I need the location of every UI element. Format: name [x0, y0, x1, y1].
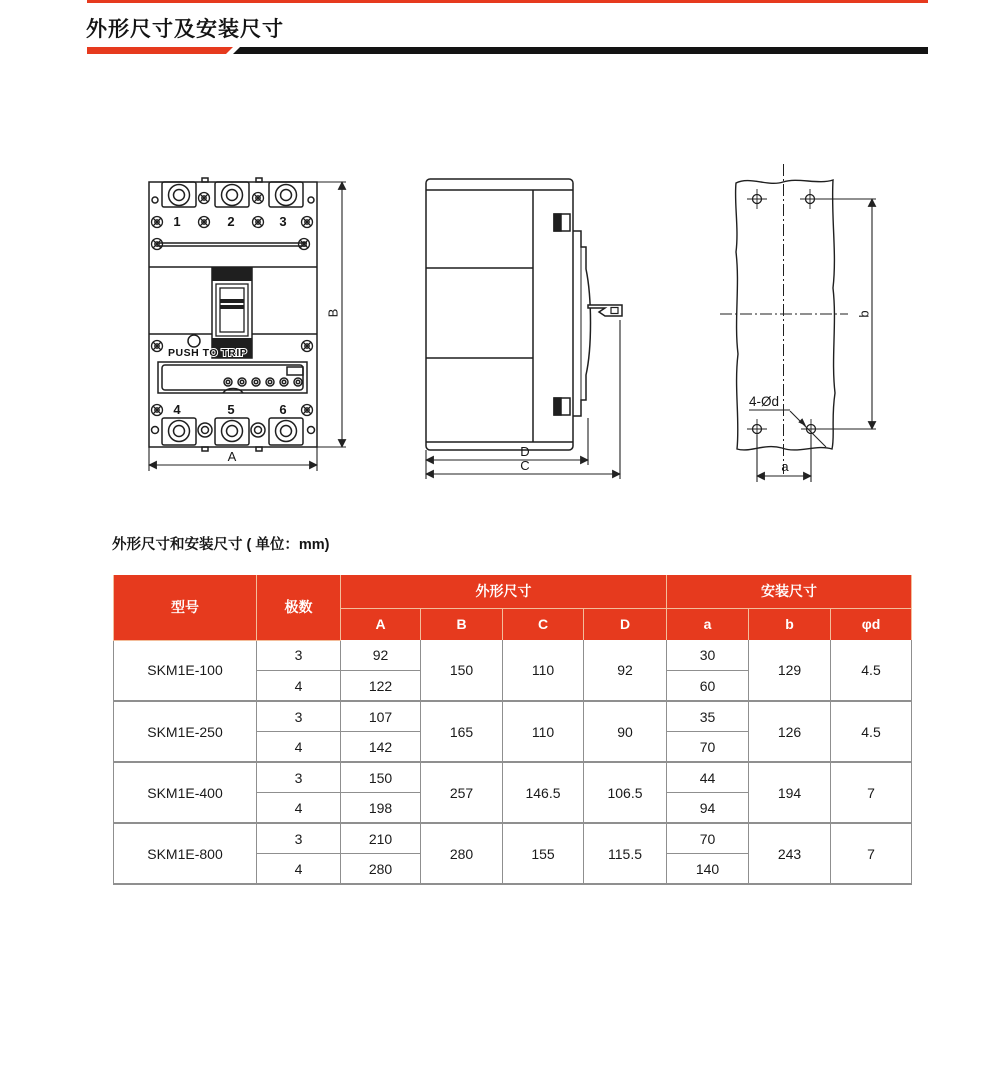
cell-a: 35	[667, 701, 749, 732]
toggle-handle	[212, 268, 252, 358]
cell-A: 210	[341, 823, 421, 854]
cell-a: 70	[667, 732, 749, 763]
dim-label-b: b	[856, 310, 872, 318]
cell-phid: 4.5	[831, 640, 912, 701]
terminal-number-label: 2	[227, 214, 235, 229]
cell-phid: 7	[831, 823, 912, 884]
cell-poles: 3	[257, 640, 341, 671]
cell-A: 107	[341, 701, 421, 732]
cell-D: 115.5	[584, 823, 667, 884]
cell-poles: 3	[257, 762, 341, 793]
cell-A: 150	[341, 762, 421, 793]
terminal-number-label: 3	[279, 214, 287, 229]
cell-b: 129	[749, 640, 831, 701]
cell-model: SKM1E-400	[114, 762, 257, 823]
header-col-B: B	[421, 608, 503, 640]
cell-poles: 3	[257, 823, 341, 854]
header-poles: 极数	[257, 575, 341, 640]
page-title: 外形尺寸及安装尺寸	[86, 18, 284, 41]
table-row	[114, 762, 912, 793]
terminal-number-label: 6	[279, 402, 287, 417]
cell-model: SKM1E-800	[114, 823, 257, 884]
title-underline	[87, 47, 928, 54]
mounting-hole-drawing	[698, 158, 898, 493]
terminal-number-label: 5	[227, 402, 235, 417]
table-caption: 外形尺寸和安装尺寸 ( 单位：mm)	[112, 537, 330, 553]
cell-model: SKM1E-100	[114, 640, 257, 701]
header-col-C: C	[503, 608, 584, 640]
cell-poles: 4	[257, 793, 341, 824]
dimensions-table	[113, 575, 912, 885]
dim-label-D: D	[520, 444, 530, 459]
holes-callout-label: 4-Ød	[749, 394, 780, 409]
cell-a: 140	[667, 854, 749, 885]
table-row	[114, 823, 912, 854]
cell-D: 92	[584, 640, 667, 701]
cell-B: 150	[421, 640, 503, 701]
cell-A: 122	[341, 671, 421, 702]
dim-label-C: C	[520, 458, 530, 473]
cell-b: 126	[749, 701, 831, 762]
cell-model: SKM1E-250	[114, 701, 257, 762]
cell-a: 94	[667, 793, 749, 824]
header-group-row	[114, 575, 912, 608]
push-to-trip-label: PUSH TO TRIP	[168, 347, 248, 359]
header-install-group: 安装尺寸	[667, 575, 912, 608]
breaker-side-outline	[426, 179, 622, 450]
terminal-number-label: 1	[173, 214, 181, 229]
cell-A: 198	[341, 793, 421, 824]
cell-poles: 4	[257, 854, 341, 885]
cell-b: 243	[749, 823, 831, 884]
dim-label-A: A	[227, 449, 237, 464]
cell-a: 30	[667, 640, 749, 671]
cell-B: 257	[421, 762, 503, 823]
cell-a: 70	[667, 823, 749, 854]
cell-phid: 4.5	[831, 701, 912, 762]
cell-poles: 4	[257, 732, 341, 763]
underline-red-segment	[87, 47, 233, 54]
cell-A: 280	[341, 854, 421, 885]
cell-a: 44	[667, 762, 749, 793]
front-view-drawing	[118, 158, 346, 480]
cell-B: 165	[421, 701, 503, 762]
header-col-a: a	[667, 608, 749, 640]
cell-b: 194	[749, 762, 831, 823]
cell-C: 146.5	[503, 762, 584, 823]
cell-poles: 4	[257, 671, 341, 702]
cell-A: 142	[341, 732, 421, 763]
table-row	[114, 701, 912, 732]
header-outline-group: 外形尺寸	[341, 575, 667, 608]
side-view-drawing	[408, 158, 648, 493]
cell-poles: 3	[257, 701, 341, 732]
top-accent-line	[87, 0, 928, 3]
dim-label-a: a	[781, 459, 789, 474]
cell-B: 280	[421, 823, 503, 884]
cell-C: 110	[503, 701, 584, 762]
cell-A: 92	[341, 640, 421, 671]
table-row	[114, 640, 912, 671]
cell-a: 60	[667, 671, 749, 702]
cell-D: 106.5	[584, 762, 667, 823]
dim-label-B: B	[325, 308, 341, 318]
terminal-number-label: 4	[173, 402, 181, 417]
cell-phid: 7	[831, 762, 912, 823]
underline-black-segment	[233, 47, 928, 54]
header-model: 型号	[114, 575, 257, 640]
header-col-b: b	[749, 608, 831, 640]
header-col-phid: φd	[831, 608, 912, 640]
header-col-D: D	[584, 608, 667, 640]
cell-C: 155	[503, 823, 584, 884]
cell-D: 90	[584, 701, 667, 762]
cell-C: 110	[503, 640, 584, 701]
header-col-A: A	[341, 608, 421, 640]
